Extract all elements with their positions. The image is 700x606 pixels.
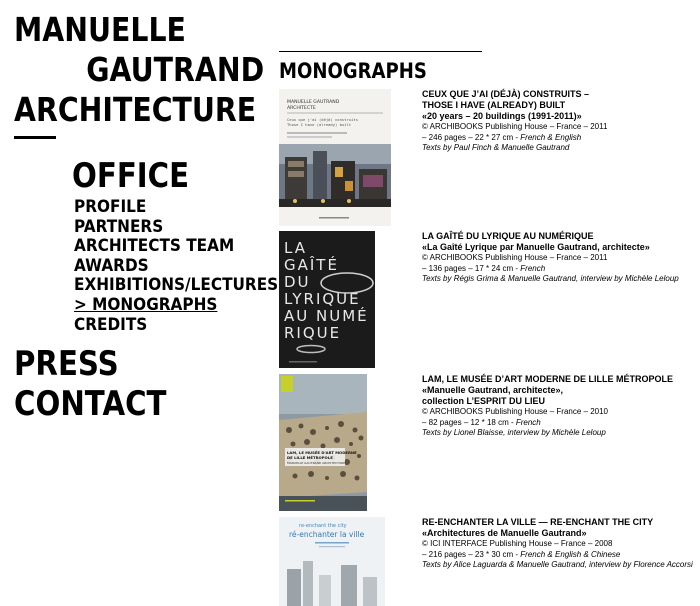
nav-office[interactable]: OFFICE [72,156,190,196]
book-entry-2 [422,231,697,285]
logo-line-1: MANUELLE [14,10,186,49]
svg-text:LYRIQUE: LYRIQUE [284,290,361,308]
book-1-publisher: © ARCHIBOOKS Publishing House – France – 2011 [422,122,608,131]
page-title: MONOGRAPHS [279,59,427,83]
book-1-pages: – 246 pages – 22 * 27 cm - [422,132,521,142]
nav-contact[interactable]: CONTACT [14,384,167,424]
book-3-pages: – 82 pages – 12 * 18 cm - [422,417,516,427]
content-divider [279,51,482,52]
book-4-specs [422,550,697,561]
book-entry-1 [422,89,697,154]
svg-text:DU: DU [284,273,311,291]
nav-press[interactable]: PRESS [14,344,119,384]
site-logo[interactable] [14,10,264,130]
book-2-credits: Texts by Régis Grima & Manuelle Gautrand, interview by Michèle Leloup [422,274,679,283]
book-3-subtitle: «Manuelle Gautrand, architecte», [422,385,564,395]
book-1-title-line2[interactable]: THOSE I HAVE (ALREADY) BUILT [422,100,566,110]
nav-exhibitions-lectures[interactable]: EXHIBITIONS/LECTURES [74,275,279,296]
book-4-title[interactable]: RE-ENCHANTER LA VILLE — RE-ENCHANT THE CITY [422,517,654,527]
book-entry-4 [422,517,697,571]
nav-partners[interactable]: PARTNERS [74,216,164,237]
book-2-language: French [520,263,546,273]
cover-4-line2: ré-enchanter la ville [289,530,365,539]
cover-1-line4: Those I have (already) built [287,122,352,127]
cover-4-line1: re-enchant the city [299,523,347,529]
book-4-publisher: © ICI INTERFACE Publishing House – France – 2008 [422,539,613,548]
book-3-language: French [515,417,541,427]
nav-credits[interactable]: CREDITS [74,314,148,335]
svg-text:RIQUE: RIQUE [284,324,342,342]
book-3-collection: collection L’ESPRIT DU LIEU [422,396,546,406]
book-3-publisher: © ARCHIBOOKS Publishing House – France – 2010 [422,407,608,416]
book-1-specs [422,133,697,144]
book-cover-2-image [279,231,375,368]
book-2-publisher: © ARCHIBOOKS Publishing House – France – 2011 [422,253,608,262]
book-4-credits: Texts by Alice Laguarda & Manuelle Gautrand, interview by Florence Accorsi [422,560,693,569]
nav-architects-team[interactable]: ARCHITECTS TEAM [74,236,235,257]
nav-awards[interactable]: AWARDS [74,255,149,276]
nav-profile[interactable]: PROFILE [74,197,147,217]
book-cover-3-image [279,374,367,511]
book-4-subtitle: «Architectures de Manuelle Gautrand» [422,528,587,538]
book-cover-3[interactable] [279,374,367,511]
book-cover-1[interactable] [279,89,391,226]
cover-1-line1: MANUELLE GAUTRAND [287,100,340,105]
book-1-subtitle: «20 years – 20 buildings (1991-2011)» [422,111,582,121]
book-cover-4[interactable] [279,517,385,606]
book-cover-2[interactable] [279,231,375,368]
book-3-specs [422,418,697,429]
book-1-title[interactable]: CEUX QUE J’AI (DÉJÀ) CONSTRUITS – [422,89,590,99]
book-2-specs [422,264,697,275]
book-2-pages: – 136 pages – 17 * 24 cm - [422,263,521,273]
logo-line-2: GAUTRAND [86,50,265,89]
main-nav [14,344,191,424]
book-3-credits: Texts by Lionel Blaisse, interview by Michèle Leloup [422,428,606,437]
book-3-title[interactable]: LAM, LE MUSÉE D’ART MODERNE DE LILLE MÉTROPOLE [422,374,674,384]
book-4-language: French & English & Chinese [520,549,621,559]
logo-line-3: ARCHITECTURE [14,90,257,129]
book-1-language: French & English [520,132,582,142]
book-cover-4-image [279,517,385,606]
office-subnav [74,198,301,335]
book-2-title[interactable]: LA GAÎTÉ DU LYRIQUE AU NUMÉRIQUE [422,231,594,241]
svg-text:AU NUMÉ: AU NUMÉ [284,307,369,325]
svg-text:MANUELLE GAUTRAND ARCHITECTURE: MANUELLE GAUTRAND ARCHITECTURE [287,461,346,465]
book-4-pages: – 216 pages – 23 * 30 cm - [422,549,521,559]
book-2-subtitle: «La Gaîté Lyrique par Manuelle Gautrand, architecte» [422,242,650,252]
svg-text:LAM, LE MUSÉE D'ART MODERNE: LAM, LE MUSÉE D'ART MODERNE [287,450,357,455]
cover-1-line2: ARCHITECTE [287,106,316,111]
cover-1-line3: Ceux que j'ai (déjà) construits [287,117,358,122]
book-1-credits: Texts by Paul Finch & Manuelle Gautrand [422,143,570,152]
book-cover-1-image [279,89,391,226]
svg-text:GAÎTÉ: GAÎTÉ [284,256,339,274]
book-entry-3 [422,374,697,439]
svg-text:LA: LA [284,239,307,257]
svg-text:DE LILLE MÉTROPOLE: DE LILLE MÉTROPOLE [287,455,333,460]
logo-divider [14,136,56,139]
nav-monographs[interactable]: > MONOGRAPHS [74,294,218,315]
